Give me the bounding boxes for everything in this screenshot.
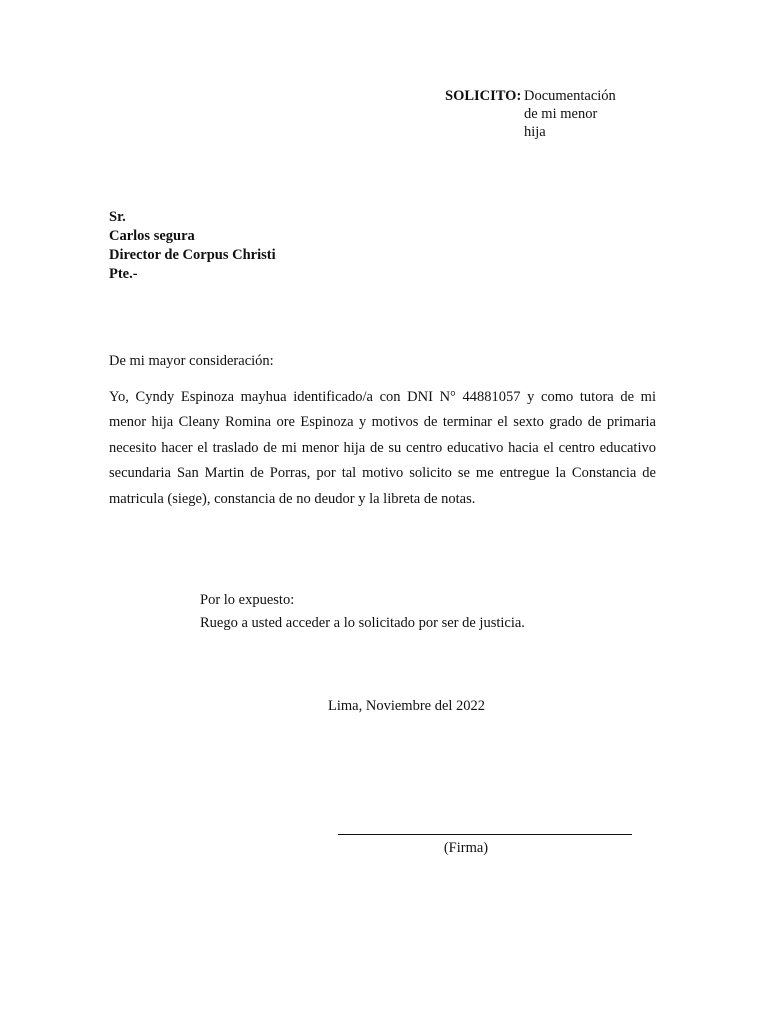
subject-line-3: hija xyxy=(524,124,546,140)
closing-line-2: Ruego a usted acceder a lo solicitado por ser de justicia. xyxy=(200,615,525,631)
addressee-name: Carlos segura xyxy=(109,228,195,244)
solicito-label: SOLICITO: xyxy=(445,88,522,104)
place-date: Lima, Noviembre del 2022 xyxy=(328,698,486,714)
addressee-position: Director de Corpus Christi xyxy=(109,247,276,263)
subject-line-1: Documentación xyxy=(524,88,616,104)
signature-caption: (Firma) xyxy=(443,840,489,856)
closing-line-1: Por lo expuesto: xyxy=(200,592,295,608)
addressee-pte: Pte.- xyxy=(109,266,138,282)
body-paragraph: Yo, Cyndy Espinoza mayhua identificado/a con DNI N° 44881057 y como tutora de mi menor hija Cleany Romina ore Espinoza y motivos de terminar el sexto grado de primaria necesito hacer el traslado de mi menor hija de su centro educativo hacia el centro educativo secundaria San Martin de Porras, por tal motivo solicito se me entregue la Constancia de matricula (siege), constancia de no deudor y la libreta de notas. xyxy=(109,389,656,507)
closing-block xyxy=(200,589,525,635)
signature-line xyxy=(338,834,632,835)
solicito-subject xyxy=(524,87,634,141)
addressee-salutation: Sr. xyxy=(109,209,126,225)
subject-line-2: de mi menor xyxy=(524,106,598,122)
addressee-block xyxy=(109,208,276,284)
greeting: De mi mayor consideración: xyxy=(109,353,274,369)
